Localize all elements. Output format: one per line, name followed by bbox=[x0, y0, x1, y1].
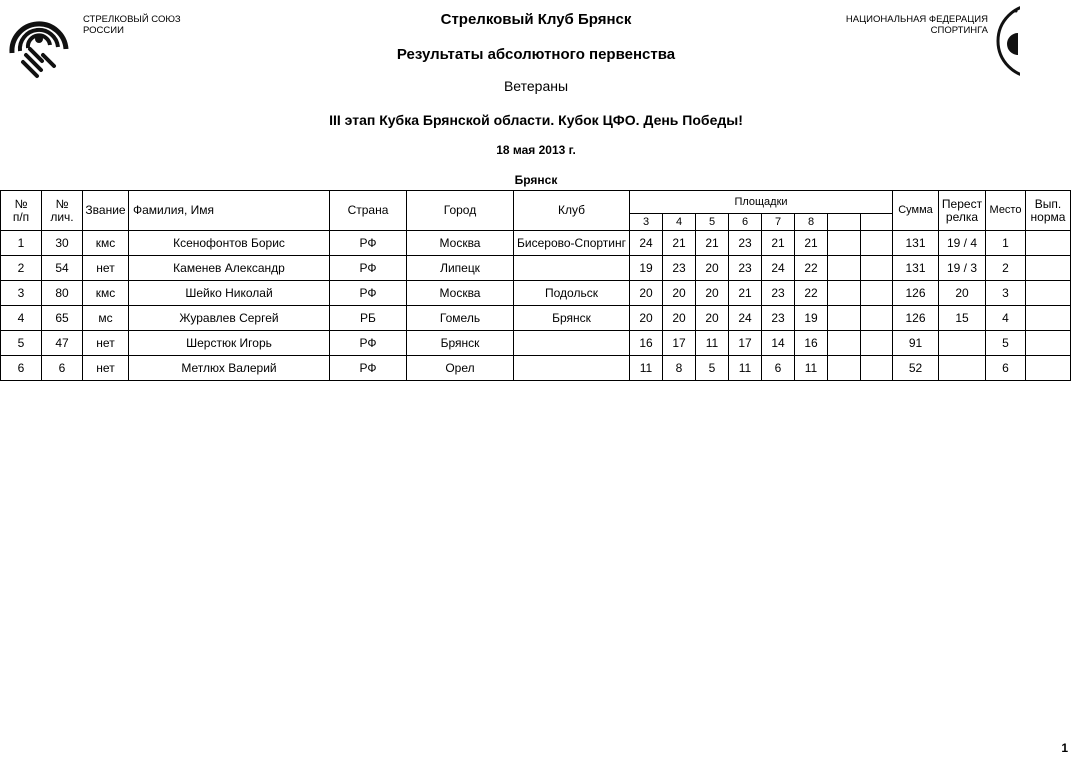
cell-shootoff: 19 / 4 bbox=[939, 231, 986, 256]
cell-score: 20 bbox=[696, 306, 729, 331]
org-left-line2: РОССИИ bbox=[83, 25, 124, 36]
cell-rank: нет bbox=[83, 356, 129, 381]
cell-sum: 126 bbox=[893, 281, 939, 306]
cell-sum: 131 bbox=[893, 231, 939, 256]
col-num-header: № п/п bbox=[1, 191, 42, 231]
cell-rank: кмс bbox=[83, 231, 129, 256]
cell-score: 19 bbox=[630, 256, 663, 281]
cell-score: 23 bbox=[762, 281, 795, 306]
cell-lic: 80 bbox=[42, 281, 83, 306]
cell-score: 22 bbox=[795, 281, 828, 306]
area-number: 5 bbox=[696, 214, 729, 231]
cell-norm bbox=[1026, 256, 1071, 281]
col-club-header: Клуб bbox=[514, 191, 630, 231]
cell-score: 16 bbox=[630, 331, 663, 356]
cell-score: 11 bbox=[795, 356, 828, 381]
cell-num: 5 bbox=[1, 331, 42, 356]
cell-score: 23 bbox=[729, 256, 762, 281]
col-name-header: Фамилия, Имя bbox=[129, 191, 330, 231]
col-lic-header: № лич. bbox=[42, 191, 83, 231]
cell-club: Подольск bbox=[514, 281, 630, 306]
cell-city: Орел bbox=[407, 356, 514, 381]
cell-score: 6 bbox=[762, 356, 795, 381]
cell-sum: 126 bbox=[893, 306, 939, 331]
cell-score: 17 bbox=[663, 331, 696, 356]
cell-shootoff: 19 / 3 bbox=[939, 256, 986, 281]
org-right-line2: СПОРТИНГА bbox=[930, 25, 988, 36]
org-left-line1: СТРЕЛКОВЫЙ СОЮЗ bbox=[83, 14, 181, 25]
cell-score: 24 bbox=[630, 231, 663, 256]
cell-score: 17 bbox=[729, 331, 762, 356]
cell-shootoff bbox=[939, 331, 986, 356]
results-table bbox=[0, 190, 1071, 381]
cell-sum: 131 bbox=[893, 256, 939, 281]
cell-score bbox=[861, 356, 893, 381]
col-sum-header: Сумма bbox=[893, 191, 939, 231]
col-shootoff-header: Перест релка bbox=[939, 191, 986, 231]
cell-norm bbox=[1026, 356, 1071, 381]
table-row bbox=[1, 356, 1071, 381]
cell-city: Москва bbox=[407, 231, 514, 256]
cell-country: РФ bbox=[330, 281, 407, 306]
cell-name: Шейко Николай bbox=[129, 281, 330, 306]
cell-score bbox=[828, 331, 861, 356]
cell-score: 16 bbox=[795, 331, 828, 356]
event-place: Брянск bbox=[514, 173, 558, 187]
cell-club: Брянск bbox=[514, 306, 630, 331]
cell-club: Бисерово-Спортинг bbox=[514, 231, 630, 256]
cell-place: 4 bbox=[986, 306, 1026, 331]
cell-score: 21 bbox=[795, 231, 828, 256]
cell-num: 4 bbox=[1, 306, 42, 331]
cell-club bbox=[514, 256, 630, 281]
cell-place: 5 bbox=[986, 331, 1026, 356]
cell-num: 3 bbox=[1, 281, 42, 306]
cell-score: 21 bbox=[729, 281, 762, 306]
event-date: 18 мая 2013 г. bbox=[496, 143, 576, 157]
category: Ветераны bbox=[503, 78, 569, 94]
club-title: Стрелковый Клуб Брянск bbox=[440, 11, 632, 28]
cell-score bbox=[828, 306, 861, 331]
org-right-line1: НАЦИОНАЛЬНАЯ ФЕДЕРАЦИЯ bbox=[845, 14, 988, 25]
cell-score: 5 bbox=[696, 356, 729, 381]
cell-lic: 47 bbox=[42, 331, 83, 356]
area-number: 3 bbox=[630, 214, 663, 231]
cell-rank: мс bbox=[83, 306, 129, 331]
cell-score bbox=[828, 356, 861, 381]
cell-city: Брянск bbox=[407, 331, 514, 356]
cell-num: 2 bbox=[1, 256, 42, 281]
cell-score: 21 bbox=[762, 231, 795, 256]
cell-rank: нет bbox=[83, 331, 129, 356]
cell-country: РФ bbox=[330, 231, 407, 256]
cell-sum: 91 bbox=[893, 331, 939, 356]
cell-score bbox=[861, 331, 893, 356]
cell-rank: нет bbox=[83, 256, 129, 281]
col-norm-header: Вып. норма bbox=[1026, 191, 1071, 231]
cell-norm bbox=[1026, 306, 1071, 331]
cell-score bbox=[861, 231, 893, 256]
cell-shootoff: 15 bbox=[939, 306, 986, 331]
cell-score: 11 bbox=[729, 356, 762, 381]
cell-score: 20 bbox=[696, 256, 729, 281]
cell-score bbox=[861, 306, 893, 331]
cell-num: 6 bbox=[1, 356, 42, 381]
cell-name: Ксенофонтов Борис bbox=[129, 231, 330, 256]
cell-sum: 52 bbox=[893, 356, 939, 381]
area-number: 4 bbox=[663, 214, 696, 231]
cell-score: 22 bbox=[795, 256, 828, 281]
cell-score: 24 bbox=[729, 306, 762, 331]
cell-name: Метлюх Валерий bbox=[129, 356, 330, 381]
cell-score: 8 bbox=[663, 356, 696, 381]
cell-city: Москва bbox=[407, 281, 514, 306]
table-row bbox=[1, 306, 1071, 331]
page-number: 1 bbox=[1061, 741, 1068, 755]
cell-country: РФ bbox=[330, 356, 407, 381]
cell-norm bbox=[1026, 281, 1071, 306]
cell-name: Журавлев Сергей bbox=[129, 306, 330, 331]
cell-score: 20 bbox=[630, 281, 663, 306]
cell-norm bbox=[1026, 231, 1071, 256]
cell-place: 2 bbox=[986, 256, 1026, 281]
cell-score: 23 bbox=[729, 231, 762, 256]
cell-country: РФ bbox=[330, 256, 407, 281]
cell-score: 11 bbox=[630, 356, 663, 381]
results-title: Результаты абсолютного первенства bbox=[396, 46, 676, 63]
cell-lic: 65 bbox=[42, 306, 83, 331]
table-row bbox=[1, 331, 1071, 356]
cell-score bbox=[861, 281, 893, 306]
cell-score: 23 bbox=[663, 256, 696, 281]
cell-score: 21 bbox=[696, 231, 729, 256]
cell-norm bbox=[1026, 331, 1071, 356]
cell-score: 14 bbox=[762, 331, 795, 356]
table-row bbox=[1, 231, 1071, 256]
cell-country: РФ bbox=[330, 331, 407, 356]
area-number bbox=[861, 214, 893, 231]
cell-name: Шерстюк Игорь bbox=[129, 331, 330, 356]
cell-score: 23 bbox=[762, 306, 795, 331]
cell-club bbox=[514, 356, 630, 381]
cell-place: 6 bbox=[986, 356, 1026, 381]
cell-rank: кмс bbox=[83, 281, 129, 306]
cell-name: Каменев Александр bbox=[129, 256, 330, 281]
cell-shootoff: 20 bbox=[939, 281, 986, 306]
col-country-header: Страна bbox=[330, 191, 407, 231]
col-areas-header: Площадки bbox=[630, 191, 893, 214]
cell-place: 3 bbox=[986, 281, 1026, 306]
table-row bbox=[1, 281, 1071, 306]
cell-score: 20 bbox=[663, 281, 696, 306]
table-row bbox=[1, 256, 1071, 281]
cell-num: 1 bbox=[1, 231, 42, 256]
col-place-header: Место bbox=[986, 191, 1026, 231]
area-number bbox=[828, 214, 861, 231]
cell-score bbox=[828, 281, 861, 306]
cell-city: Гомель bbox=[407, 306, 514, 331]
event-title: III этап Кубка Брянской области. Кубок ЦФО. День Победы! bbox=[329, 112, 743, 128]
cell-score bbox=[828, 256, 861, 281]
cell-place: 1 bbox=[986, 231, 1026, 256]
area-number: 8 bbox=[795, 214, 828, 231]
cell-score: 20 bbox=[696, 281, 729, 306]
area-number: 6 bbox=[729, 214, 762, 231]
col-city-header: Город bbox=[407, 191, 514, 231]
cell-lic: 54 bbox=[42, 256, 83, 281]
cell-score bbox=[861, 256, 893, 281]
cell-shootoff bbox=[939, 356, 986, 381]
cell-score: 20 bbox=[663, 306, 696, 331]
area-number: 7 bbox=[762, 214, 795, 231]
cell-score: 19 bbox=[795, 306, 828, 331]
cell-score bbox=[828, 231, 861, 256]
col-rank-header: Звание bbox=[83, 191, 129, 231]
cell-score: 24 bbox=[762, 256, 795, 281]
cell-score: 11 bbox=[696, 331, 729, 356]
cell-lic: 30 bbox=[42, 231, 83, 256]
cell-club bbox=[514, 331, 630, 356]
cell-score: 21 bbox=[663, 231, 696, 256]
cell-country: РБ bbox=[330, 306, 407, 331]
cell-score: 20 bbox=[630, 306, 663, 331]
cell-city: Липецк bbox=[407, 256, 514, 281]
cell-lic: 6 bbox=[42, 356, 83, 381]
